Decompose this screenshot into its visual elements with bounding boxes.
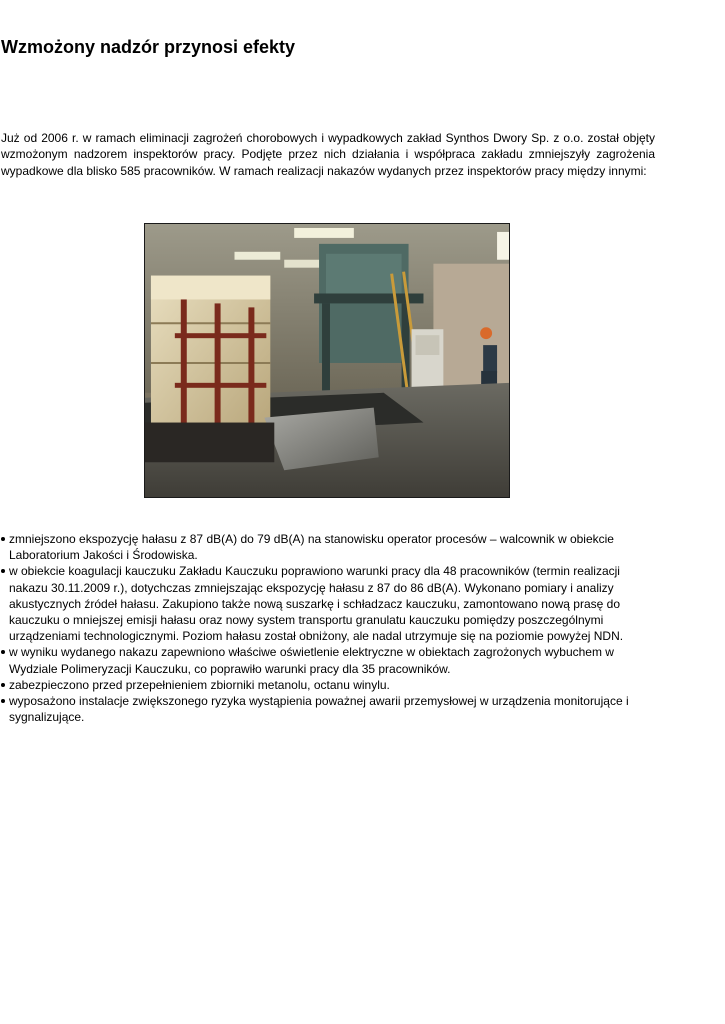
factory-photo bbox=[144, 223, 510, 498]
list-item-text: zmniejszono ekspozycję hałasu z 87 dB(A) do 79 dB(A) na stanowisku operator procesów – walcownik w obiekcie Laboratorium Jakości i Środowiska. bbox=[9, 532, 614, 563]
bullet-icon bbox=[1, 537, 5, 541]
list-item-text: w obiekcie koagulacji kauczuku Zakładu Kauczuku poprawiono warunki pracy dla 48 pracowników (termin realizacji nakazu 30.11.2009 r.), dotychczas zmniejszając ekspozycję hałasu z 87 do 86 dB(A). Wykonano pomiary i analizy akustycznych źródeł hałasu. Zakupiono także nową suszarkę i schładzacz kauczuku, zamontowano nową prasę do kauczuku o mniejszej emisji hałasu oraz nowy system transportu granulatu kauczuku pomiędzy poszczególnymi urządzeniami technologicznymi. Poziom hałasu został obniżony, ale nadal utrzymuje się na poziomie powyżej NDN. bbox=[9, 564, 624, 644]
factory-photo-illustration bbox=[145, 224, 509, 497]
list-item-text: w wyniku wydanego nakazu zapewniono właściwe oświetlenie elektryczne w obiektach zagrożonych wybuchem w Wydziale Polimeryzacji Kauczuku, co poprawiło warunki pracy dla 35 pracowników. bbox=[9, 645, 614, 676]
bullet-icon bbox=[1, 650, 5, 654]
bullet-icon bbox=[1, 683, 5, 687]
intro-paragraph: Już od 2006 r. w ramach eliminacji zagrożeń chorobowych i wypadkowych zakład Synthos Dwory Sp. z o.o. został objęty wzmożonym nadzorem inspektorów pracy. Podjęte przez nich działania i współpraca zakładu zmniejszyły zagrożenia wypadkowe dla blisko 585 pracowników. W ramach realizacji nakazów wydanych przez inspektorów pracy między innymi: bbox=[1, 131, 655, 178]
list-item-text: wyposażono instalacje zwiększonego ryzyka wystąpienia poważnej awarii przemysłowej w urządzenia monitorujące i sygnalizujące. bbox=[9, 694, 629, 725]
list-item bbox=[1, 677, 655, 693]
page-title: Wzmożony nadzór przynosi efekty bbox=[1, 37, 296, 57]
list-item bbox=[1, 563, 655, 644]
bullet-icon bbox=[1, 699, 5, 703]
list-item bbox=[1, 693, 655, 725]
bullet-icon bbox=[1, 569, 5, 573]
list-item bbox=[1, 644, 655, 676]
list-item-text: zabezpieczono przed przepełnieniem zbiorniki metanolu, octanu winylu. bbox=[9, 677, 390, 692]
bullet-list bbox=[1, 531, 655, 725]
list-item bbox=[1, 531, 655, 563]
